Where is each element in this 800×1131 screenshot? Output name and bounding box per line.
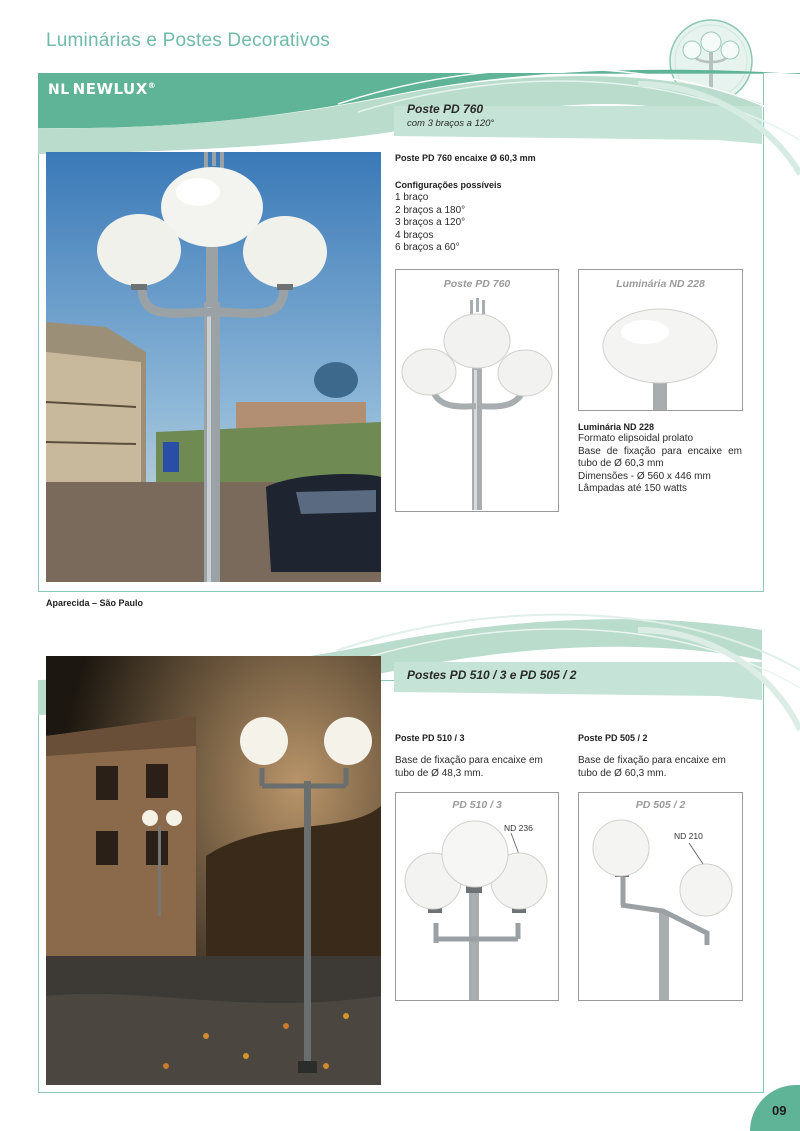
product-box-pd510 bbox=[395, 792, 559, 1001]
config-item: 3 braços a 120° bbox=[395, 217, 466, 228]
config-item: 4 braços bbox=[395, 229, 434, 241]
box-title: Luminária ND 228 bbox=[616, 278, 705, 290]
config-item: 1 braço bbox=[395, 192, 429, 203]
category-title: Luminárias e Postes Decorativos bbox=[46, 30, 330, 51]
brand-name: NEWLUX bbox=[72, 80, 148, 98]
section2-title: Postes PD 510 / 3 e PD 505 / 2 bbox=[407, 668, 577, 682]
box-title: PD 505 / 2 bbox=[635, 799, 686, 811]
section1-subtitle: com 3 braços a 120° bbox=[407, 118, 495, 129]
product-box-pd505 bbox=[578, 792, 743, 1001]
lamp-label: ND 210 bbox=[674, 831, 703, 841]
right-heading: Poste PD 505 / 2 bbox=[578, 733, 648, 743]
product-box-nd228 bbox=[578, 269, 743, 411]
left-text: Base de fixação para encaixe em tubo de Ø 48,3 mm. bbox=[395, 755, 543, 779]
config-item: 2 braços a 180° bbox=[395, 204, 466, 216]
photo-caption: Aparecida – São Paulo bbox=[46, 598, 144, 608]
photo-night-street bbox=[46, 656, 381, 1085]
brand-mark: NL bbox=[48, 82, 70, 98]
lamp-label: ND 236 bbox=[504, 823, 533, 833]
section1-title: Poste PD 760 bbox=[407, 102, 484, 116]
config-list bbox=[395, 192, 465, 255]
left-heading: Poste PD 510 / 3 bbox=[395, 733, 465, 743]
lum-detail: Base de fixação para encaixe em tubo de Ø 60,3 mm bbox=[578, 445, 742, 469]
lum-detail: Formato elipsoidal prolato bbox=[578, 433, 694, 444]
lum-details bbox=[578, 433, 742, 496]
box-title: Poste PD 760 bbox=[443, 278, 511, 290]
page-number: 09 bbox=[772, 1103, 787, 1118]
right-text: Base de fixação para encaixe em tubo de Ø 60,3 mm. bbox=[578, 755, 726, 779]
spec-line: Poste PD 760 encaixe Ø 60,3 mm bbox=[395, 153, 536, 163]
config-heading: Configurações possíveis bbox=[395, 180, 502, 190]
lum-detail: Lâmpadas até 150 watts bbox=[578, 483, 687, 494]
config-item: 6 braços a 60° bbox=[395, 242, 460, 253]
brand-logo bbox=[48, 80, 156, 98]
lum-detail: Dimensões - Ø 560 x 446 mm bbox=[578, 470, 711, 482]
box-title: PD 510 / 3 bbox=[452, 799, 502, 811]
lum-heading: Luminária ND 228 bbox=[578, 422, 655, 432]
product-box-pd760 bbox=[395, 269, 559, 512]
brand-registered: ® bbox=[147, 81, 157, 90]
photo-aparecida bbox=[46, 152, 381, 582]
